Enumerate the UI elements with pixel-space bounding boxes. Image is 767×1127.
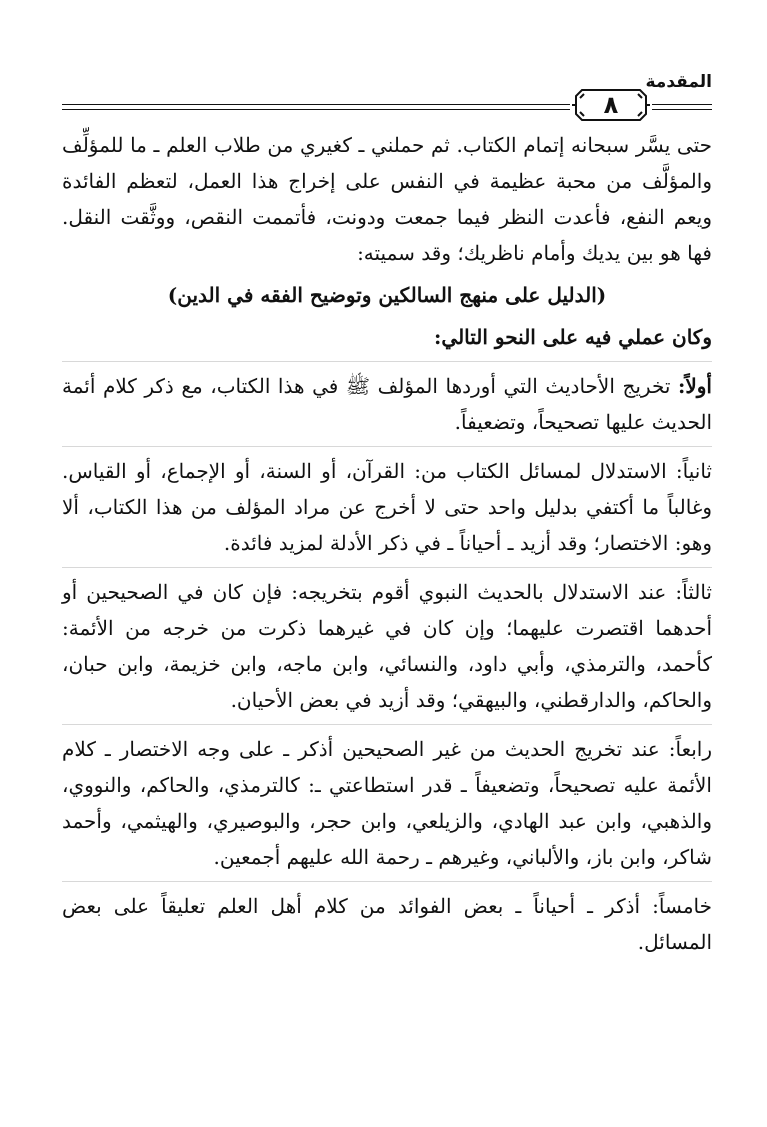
page-number-box	[572, 86, 650, 124]
paragraph-divider	[62, 567, 712, 568]
item-text: عند الاستدلال بالحديث النبوي أقوم بتخريجه: فإن كان في الصحيحين أو أحدهما اقتصرت عليهما؛ وإن كان في غيرهما ذكرت من خرجه من الأئمة: كأحمد، والترمذي، وأبي داود، والنسائي، وابن ماجه، وابن خزيمة، وابن حبان، والحاكم، والدارقطني، والبيهقي؛ وقد أزيد في بعض الأحيان.	[62, 580, 712, 712]
item-text: تخريج الأحاديث التي أوردها المؤلف ﷺ في هذا الكتاب، مع ذكر كلام أئمة الحديث عليها تصحيحاً، وتضعيفاً.	[62, 374, 712, 434]
paragraph-divider	[62, 361, 712, 362]
paragraph-divider	[62, 881, 712, 882]
running-title: المقدمة	[645, 72, 712, 92]
item-paragraph	[62, 731, 712, 875]
book-title: (الدليل على منهج السالكين وتوضيح الفقه في الدين)	[167, 283, 607, 307]
paragraph-divider	[62, 724, 712, 725]
header-rule	[62, 91, 712, 119]
page-header	[62, 70, 712, 122]
item-lead: رابعاً:	[668, 737, 712, 761]
item-paragraph	[62, 453, 712, 561]
item-lead: ثانياً:	[675, 459, 712, 483]
paragraph-divider	[62, 446, 712, 447]
item-paragraph	[62, 888, 712, 960]
item-lead: أولاً:	[677, 374, 712, 398]
item-lead: خامساً:	[652, 894, 712, 918]
item-lead: ثالثاً:	[675, 580, 712, 604]
item-text: أذكر ـ أحياناً ـ بعض الفوائد من كلام أهل العلم تعليقاً على بعض المسائل.	[62, 894, 712, 954]
intro-paragraph: حتى يسَّر سبحانه إتمام الكتاب. ثم حملني ـ كغيري من طلاب العلم ـ ما للمؤلِّف والمؤلَّف من محبة عظيمة في النفس على إخراج هذا العمل، لتعظم الفائدة ويعم النفع، فأعدت النظر فيما جمعت ودونت، فأتممت النقص، ووثَّقت النقل. فها هو بين يديك وأمام ناظريك؛ وقد سميته:	[62, 133, 712, 265]
item-paragraph	[62, 368, 712, 440]
item-text: عند تخريج الحديث من غير الصحيحين أذكر ـ على وجه الاختصار ـ كلام الأئمة عليه تصحيحاً، وتضعيفاً ـ قدر استطاعتي ـ: كالترمذي، والحاكم، والنووي، والذهبي، وابن عبد الهادي، والزيلعي، وابن حجر، والبوصيري، والهيثمي، وأحمد شاكر، وابن باز، والألباني، وغيرهم ـ رحمة الله عليهم أجمعين.	[62, 737, 712, 869]
page-number: ٨	[603, 91, 619, 119]
item-text: الاستدلال لمسائل الكتاب من: القرآن، أو السنة، أو الإجماع، أو القياس. وغالباً ما أكتفي بدليل واحد حتى لا أخرج عن مراد المؤلف من هذا الكتاب، ألا وهو: الاختصار؛ وقد أزيد ـ أحياناً ـ في ذكر الأدلة لمزيد فائدة.	[62, 459, 712, 555]
method-heading: وكان عملي فيه على النحو التالي:	[434, 325, 712, 349]
item-paragraph	[62, 574, 712, 718]
body-text	[62, 127, 712, 966]
